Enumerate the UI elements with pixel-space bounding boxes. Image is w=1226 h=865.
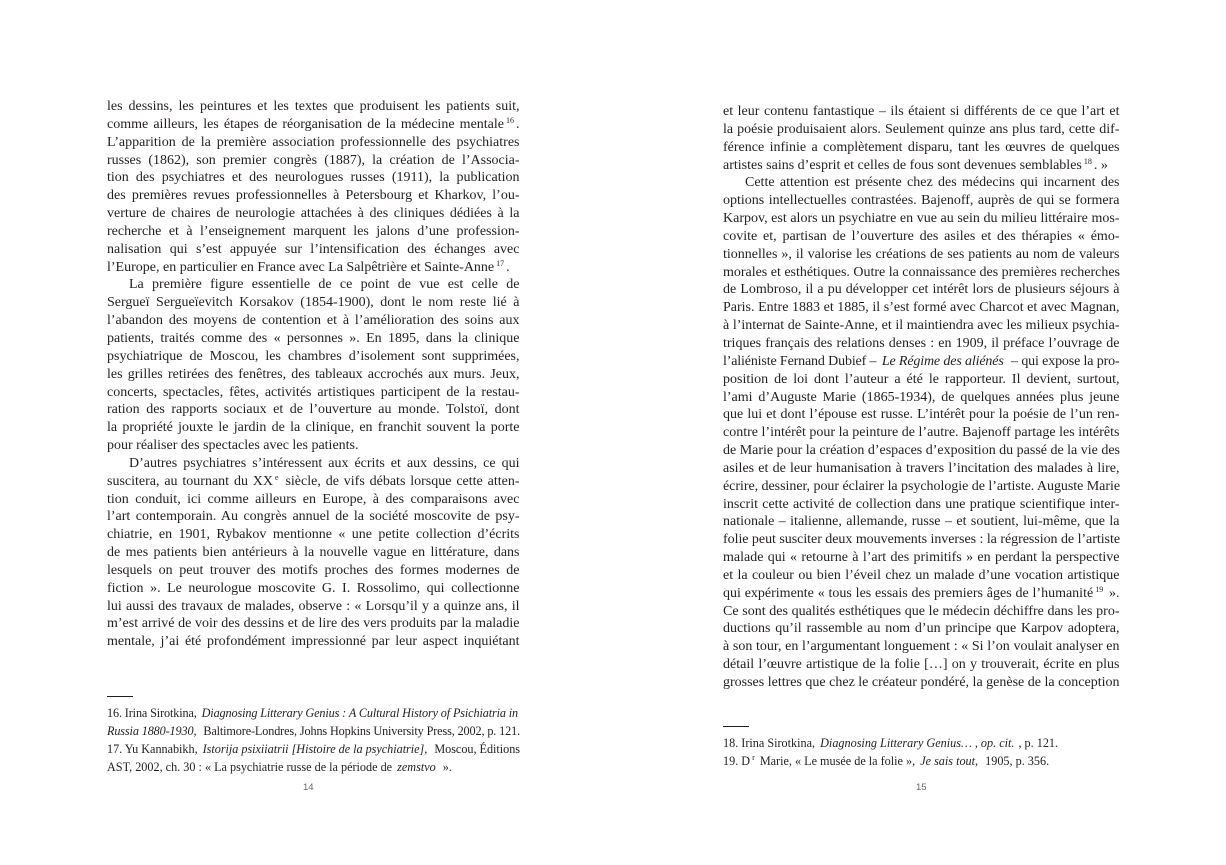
text-run: 18. Irina Sirotkina,: [723, 736, 819, 750]
text-run: patients, traités comme des « personnes ». En 1895, dans la clinique: [107, 330, 520, 346]
text-run: férence infinie a complètement disparu, tant les œuvres de quelques: [723, 139, 1120, 155]
text-run: de Lombroso, il a pu développer cet intérêt lors de plusieurs séjours à: [723, 282, 1120, 298]
text-run: l’ami d’Auguste Marie (1865-1934), de quelques années plus jeune: [723, 389, 1120, 405]
text-line: [107, 348, 520, 366]
text-run: psychiatrique de Moscou, les chambres d’isolement sont supprimées,: [107, 348, 520, 364]
text-run: chiatrie, en 1901, Rybakov mentionne « une petite collection d’écrits: [107, 527, 520, 543]
text-run: ductions qu’il rassemble au nom d’un principe que Karpov adoptera,: [723, 621, 1120, 637]
text-line: [723, 192, 1120, 210]
text-line: [107, 205, 520, 223]
text-run: , p. 121.: [1018, 736, 1059, 750]
text-run: m’est arrivé de voir des dessins et de lire des vers produits par la maladie: [107, 616, 520, 632]
text-line: [723, 335, 1120, 353]
footnote-rule: [723, 726, 749, 727]
text-run: position de loi dont l’auteur a été le rapporteur. Il devient, surtout,: [723, 371, 1120, 387]
text-run: . »: [1093, 157, 1108, 173]
text-line: [107, 491, 520, 509]
text-line: [723, 210, 1120, 228]
text-line: [723, 585, 1120, 603]
footnote-reference: 18: [1083, 156, 1092, 166]
left-body-text: [107, 98, 520, 651]
text-line: [107, 580, 520, 598]
text-run: 17. Yu Kannabikh,: [107, 742, 201, 756]
text-run: Ce sont des qualités esthétiques que le médecin déchiffre dans les pro-: [723, 603, 1120, 619]
text-run: que lui et dont l’épouse est russe. L’intérêt pour la poésie de l’un ren-: [723, 407, 1120, 423]
text-run: et leur contenu fantastique – ils étaient si différents de ce que l’art et: [723, 104, 1120, 119]
text-line: [107, 455, 520, 473]
text-run: lesquels on peut trouver des motifs proches des formes modernes de: [107, 562, 520, 578]
page-number: 15: [916, 782, 927, 793]
text-line: [723, 424, 1120, 442]
footnote-reference: 19: [1095, 584, 1104, 594]
footnote-reference: 17: [496, 258, 505, 268]
text-run: des premières revues professionnelles à Petersbourg et Kharkov, l’ou-: [107, 188, 520, 204]
text-run: ».: [439, 760, 452, 774]
right-footnotes: [723, 734, 1120, 770]
text-line: [107, 437, 520, 455]
text-run: tion conduit, ici comme ailleurs en Europe, à des comparaisons avec: [107, 491, 520, 507]
text-run: contre l’intérêt pour la peinture de l’autre. Bajenoff partage les intérêts: [723, 425, 1120, 441]
text-run: L’apparition de la première association professionnelle des psychiatres: [107, 134, 520, 150]
text-run: .: [506, 259, 510, 275]
text-run: recherche et à l’enseignement marquent les jalons d’une profession-: [107, 223, 520, 239]
footnote-line: [107, 740, 520, 758]
text-run: options intellectuelles contrastées. Bajenoff, auprès de qui se formera: [723, 193, 1120, 209]
text-run: grosses lettres que chez le créateur pondéré, la genèse de la conception: [723, 675, 1120, 690]
text-run: ».: [1105, 585, 1120, 601]
text-line: [723, 317, 1120, 335]
text-line: [107, 401, 520, 419]
text-line: [107, 544, 520, 562]
text-line: [107, 312, 520, 330]
text-run: l’aliéniste Fernand Dubief –: [723, 353, 880, 369]
text-line: [107, 98, 520, 116]
text-line: [723, 603, 1120, 621]
text-run: Karpov, est alors un psychiatre en vue au sein du milieu littéraire mos-: [723, 211, 1120, 227]
text-line: [723, 638, 1120, 656]
text-run: Paris. Entre 1883 et 1885, il s’est formé avec Charcot et avec Magnan,: [723, 300, 1120, 316]
footnote-line: [107, 758, 520, 776]
text-line: [723, 442, 1120, 460]
text-line: [107, 508, 520, 526]
text-line: [107, 152, 520, 170]
text-line: [107, 598, 520, 616]
right-body-text: [723, 103, 1120, 692]
text-line: [723, 371, 1120, 389]
text-line: [107, 259, 520, 277]
text-run: à l’internat de Sainte-Anne, et il maintiendra avec les milieux psychia-: [723, 318, 1120, 334]
text-run: La première figure essentielle de ce point de vue est celle de: [129, 277, 520, 293]
text-run: les dessins, les peintures et les textes que produisent les patients suit,: [107, 99, 520, 114]
text-run: tion des psychiatres et des neurologues russes (1911), la publication: [107, 170, 520, 186]
text-line: [107, 330, 520, 348]
text-line: [107, 187, 520, 205]
text-run: l’Europe, en particulier en France avec La Salpêtrière et Sainte-Anne: [107, 259, 495, 275]
text-line: [723, 674, 1120, 692]
text-run: l’abandon des moyens de contention et à l’amélioration des soins aux: [107, 313, 520, 329]
text-run: qui expérimente « tous les essais des premiers âges de l’humanité: [723, 585, 1094, 601]
text-line: [107, 116, 520, 134]
italic-text: Diagnosing Litterary Genius : A Cultural History of Psichiatria in: [201, 706, 518, 720]
text-run: de mes patients bien antérieurs à la nouvelle vague en littérature, dans: [107, 545, 520, 561]
text-run: fiction ». Le neurologue moscovite G. I. Rossolimo, qui collectionne: [107, 580, 520, 596]
text-line: [723, 228, 1120, 246]
text-line: [723, 567, 1120, 585]
text-run: suscitera, au tournant du XX: [107, 473, 274, 489]
text-line: [723, 281, 1120, 299]
text-line: [107, 615, 520, 633]
text-run: lui aussi des travaux de malades, observe : « Lorsqu’il y a quinze ans, il: [107, 598, 520, 614]
text-run: triques français des relations denses : en 1909, il préface l’ouvrage de: [723, 335, 1120, 351]
text-line: [723, 620, 1120, 638]
text-line: [723, 157, 1120, 175]
text-line: [723, 174, 1120, 192]
text-line: [107, 276, 520, 294]
text-line: [107, 384, 520, 402]
text-run: AST, 2002, ch. 30 : « La psychiatrie russe de la période de: [107, 760, 396, 774]
text-run: asiles et de leur humanisation à travers l’incitation des malades à lire,: [723, 460, 1120, 476]
text-line: [107, 473, 520, 491]
text-line: [107, 223, 520, 241]
text-run: de Marie pour la création d’espaces d’exposition du passé de la vie des: [723, 443, 1120, 459]
text-line: [723, 531, 1120, 549]
text-run: Marie, « Le musée de la folie »,: [756, 754, 919, 768]
text-run: nalisation qui s’est appuyée sur l’intensification des échanges avec: [107, 241, 520, 257]
text-run: D’autres psychiatres s’intéressent aux écrits et aux dessins, ce qui: [129, 455, 520, 471]
text-run: russes (1862), son premier congrès (1887), la création de l’Associa-: [107, 152, 520, 168]
text-line: [723, 299, 1120, 317]
text-line: [723, 460, 1120, 478]
italic-text: Diagnosing Litterary Genius… , op. cit.: [820, 736, 1015, 750]
footnote-reference: r: [752, 753, 755, 762]
text-run: ration des rapports sociaux et de l’ouverture au monde. Tolstoï, dont: [107, 402, 520, 418]
text-run: détail l’œuvre artistique de la folie […] on y trouverait, écrite en plus: [723, 657, 1120, 673]
text-line: [107, 419, 520, 437]
text-run: écrire, dessiner, pour éclairer la psychologie de l’artiste. Auguste Marie: [723, 478, 1120, 494]
footnote-line: [723, 752, 1120, 770]
text-run: covite et, partisan de l’ouverture des asiles et des thérapies « émo-: [723, 228, 1120, 244]
text-run: Moscou, Éditions: [431, 742, 520, 756]
text-line: [723, 549, 1120, 567]
text-line: [723, 264, 1120, 282]
text-run: artistes sains d’esprit et celles de fous sont devenues semblables: [723, 157, 1082, 173]
text-run: .: [516, 116, 520, 132]
text-line: [107, 134, 520, 152]
text-line: [107, 366, 520, 384]
text-line: [107, 241, 520, 259]
left-footnotes: [107, 704, 520, 776]
text-line: [107, 633, 520, 651]
text-run: mentale, j’ai été profondément impressionné par leur aspect inquiétant: [107, 634, 520, 650]
text-run: les grilles retirées des fenêtres, des tableaux accrochés aux murs. Jeux,: [107, 366, 520, 382]
text-run: à son tour, en l’argumentant longuement : « Si l’on voulait analyser en: [723, 639, 1120, 655]
text-run: verture de chaires de neurologie attachées à des cliniques dédiées à la: [107, 206, 520, 222]
footnote-line: [107, 722, 520, 740]
text-run: pour réaliser des spectacles avec les patients.: [107, 438, 359, 454]
text-run: 19. D: [723, 754, 751, 768]
text-run: concerts, spectacles, fêtes, activités artistiques participent de la restau-: [107, 384, 520, 400]
text-run: nationale – italienne, allemande, russe – et soutient, lui-même, que la: [723, 514, 1120, 530]
text-run: et la couleur ou bien l’éveil chez un malade d’une vocation artistique: [723, 567, 1120, 583]
footnote-rule: [107, 696, 133, 697]
text-run: Sergueï Sergueïevitch Korsakov (1854-1900), dont le nom reste lié à: [107, 295, 520, 311]
text-run: la poésie produisaient alors. Seulement quinze ans plus tard, cette dif-: [723, 121, 1120, 137]
text-line: [723, 513, 1120, 531]
text-line: [723, 496, 1120, 514]
text-line: [723, 656, 1120, 674]
text-line: [107, 562, 520, 580]
text-run: – qui expose la pro-: [1007, 353, 1120, 369]
text-line: [723, 353, 1120, 371]
text-run: tionnelles », il valorise les créations de ses patients au nom de valeurs: [723, 246, 1120, 262]
text-line: [723, 246, 1120, 264]
italic-text: Istorija psixiiatrii [Histoire de la psychiatrie],: [202, 742, 428, 756]
text-line: [723, 478, 1120, 496]
text-run: morales et esthétiques. Outre la connaissance des premières recherches: [723, 264, 1120, 280]
footnote-reference: 16: [506, 115, 514, 125]
footnote-reference: e: [275, 472, 279, 482]
page-number: 14: [303, 782, 314, 793]
text-run: Cette attention est présente chez des médecins qui incarnent des: [745, 175, 1120, 191]
italic-text: Russia 1880-1930,: [107, 724, 197, 738]
text-run: la propriété jouxte le jardin de la clinique, en franchit souvent la porte: [107, 420, 520, 436]
text-line: [723, 103, 1120, 121]
text-line: [107, 294, 520, 312]
text-run: 16. Irina Sirotkina,: [107, 706, 200, 720]
text-run: 1905, p. 356.: [982, 754, 1050, 768]
text-line: [723, 139, 1120, 157]
text-run: Baltimore-Londres, Johns Hopkins University Press, 2002, p. 121.: [200, 724, 520, 738]
footnote-line: [107, 704, 520, 722]
text-run: l’art contemporain. Au congrès annuel de la société moscovite de psy-: [107, 509, 520, 525]
text-line: [107, 169, 520, 187]
text-run: inscrit cette activité de collection dans une pratique scientifique inter-: [723, 496, 1120, 512]
italic-text: Le Régime des aliénés: [881, 353, 1004, 369]
text-run: folie peut susciter deux mouvements inverses : la régression de l’artiste: [723, 532, 1120, 548]
text-run: malade qui « retourne à l’art des primitifs » en perdant la perspective: [723, 550, 1120, 566]
text-run: siècle, de vifs débats lorsque cette atten-: [280, 473, 520, 489]
italic-text: Je sais tout,: [920, 754, 979, 768]
footnote-line: [723, 734, 1120, 752]
text-line: [723, 406, 1120, 424]
text-line: [723, 389, 1120, 407]
text-line: [107, 526, 520, 544]
text-line: [723, 121, 1120, 139]
italic-text: zemstvo: [397, 760, 436, 774]
right-page: [613, 0, 1226, 865]
text-run: comme ailleurs, les étapes de réorganisation de la médecine mentale: [107, 116, 504, 132]
